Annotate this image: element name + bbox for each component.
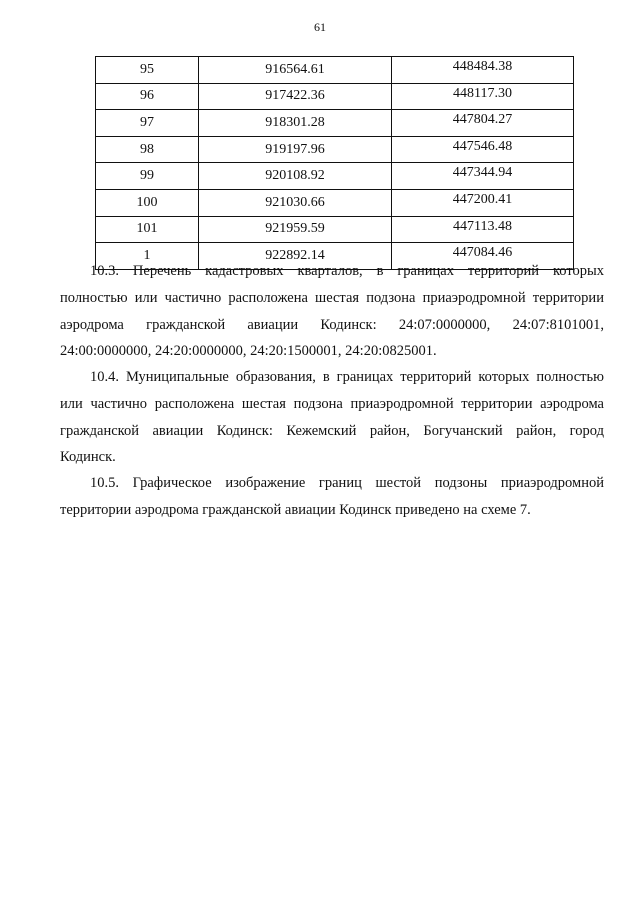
word: полностью [60, 289, 128, 306]
point-number-cell: 101 [96, 216, 199, 243]
word: территорий [400, 369, 472, 385]
coordinates-table [95, 56, 574, 270]
word: 24:00:0000000, 24:20:0000000, 24:20:1500001, 24:20:0825001. [60, 343, 437, 360]
word: территории [532, 289, 604, 306]
word: Перечень [132, 263, 192, 279]
word: авиации [152, 422, 204, 439]
y-coordinate-cell: 448484.38 [392, 57, 574, 84]
paragraph-10-4 [60, 364, 604, 471]
table-row [96, 163, 574, 190]
y-coordinate-cell: 447344.94 [392, 163, 574, 190]
x-coordinate-cell: 921959.59 [199, 216, 392, 243]
word: 24:07:8101001, [512, 316, 604, 333]
word: которых [478, 369, 530, 385]
word: 24:07:0000000, [398, 316, 491, 333]
text-line [60, 338, 604, 365]
word: Кодинск. [60, 449, 116, 466]
word: кадастровых [205, 263, 284, 279]
text-line [60, 444, 604, 471]
word: в [376, 263, 384, 279]
page-number: 61 [314, 20, 326, 34]
table-row [96, 83, 574, 110]
x-coordinate-cell: 920108.92 [199, 163, 392, 190]
word: подзона [366, 289, 416, 306]
point-number-cell: 100 [96, 189, 199, 216]
word: 10.3. [90, 263, 119, 279]
text-line [60, 285, 604, 312]
point-number-cell: 95 [96, 57, 199, 84]
x-coordinate-cell: 918301.28 [199, 110, 392, 137]
word: расположена [228, 289, 308, 306]
table-row [96, 136, 574, 163]
point-number-cell: 98 [96, 136, 199, 163]
word: аэродрома [60, 316, 124, 333]
text-line [60, 497, 604, 524]
word: город [569, 422, 604, 439]
word: 10.4. [90, 369, 119, 385]
word: кварталов, [297, 263, 363, 279]
x-coordinate-cell: 917422.36 [199, 83, 392, 110]
point-number-cell: 97 [96, 110, 199, 137]
word: Кодинск: [320, 316, 377, 333]
word: гражданской [60, 422, 139, 439]
word: территорий [467, 263, 540, 279]
word: авиации [247, 316, 299, 333]
word: или [134, 289, 158, 306]
word: или [60, 395, 83, 412]
point-number-cell: 96 [96, 83, 199, 110]
x-coordinate-cell: 919197.96 [199, 136, 392, 163]
word: приаэродромной [422, 289, 526, 306]
paragraph-10-3 [60, 258, 604, 365]
table-row [96, 216, 574, 243]
word: которых [552, 263, 604, 279]
word: Кежемский [286, 422, 357, 439]
word: территории [461, 395, 533, 412]
word: аэродрома [540, 395, 604, 412]
word: шестой [375, 475, 422, 491]
point-number-cell: 99 [96, 163, 199, 190]
text-line [60, 391, 604, 418]
text-line [60, 258, 604, 285]
word: территории аэродрома гражданской авиации Кодинск приведено на схеме 7. [60, 501, 531, 518]
coordinates-table-body [96, 57, 574, 270]
y-coordinate-cell: 447804.27 [392, 110, 574, 137]
word: Кодинск: [216, 422, 273, 439]
word: изображение [225, 475, 306, 491]
word: район, [369, 422, 410, 439]
y-coordinate-cell: 448117.30 [392, 83, 574, 110]
word: образования, [235, 369, 316, 385]
word: подзона [293, 395, 343, 412]
word: шестая [241, 395, 286, 412]
word: приаэродромной [350, 395, 454, 412]
text-line [60, 418, 604, 445]
word: шестая [315, 289, 360, 306]
word: границ [318, 475, 362, 491]
word: подзоны [434, 475, 488, 491]
text-line [60, 364, 604, 391]
word: частично [90, 395, 148, 412]
y-coordinate-cell: 447084.46 [392, 243, 574, 270]
text-line [60, 470, 604, 497]
word: расположена [154, 395, 235, 412]
word: границах [397, 263, 454, 279]
paragraph-10-5 [60, 470, 604, 524]
text-line [60, 312, 604, 339]
word: приаэродромной [500, 475, 604, 491]
y-coordinate-cell: 447200.41 [392, 189, 574, 216]
y-coordinate-cell: 447113.48 [392, 216, 574, 243]
word: частично [164, 289, 222, 306]
word: в [322, 369, 330, 385]
table-row [96, 110, 574, 137]
word: гражданской [146, 316, 226, 333]
x-coordinate-cell: 921030.66 [199, 189, 392, 216]
table-row [96, 189, 574, 216]
word: 10.5. [90, 475, 119, 491]
word: Графическое [132, 475, 212, 491]
x-coordinate-cell: 916564.61 [199, 57, 392, 84]
word: район, [516, 422, 557, 439]
word: границах [336, 369, 394, 385]
word: Муниципальные [125, 369, 229, 385]
point-number-cell: 1 [96, 243, 199, 270]
word: Богучанский [423, 422, 503, 439]
word: полностью [536, 369, 604, 385]
x-coordinate-cell: 922892.14 [199, 243, 392, 270]
y-coordinate-cell: 447546.48 [392, 136, 574, 163]
table-row [96, 57, 574, 84]
